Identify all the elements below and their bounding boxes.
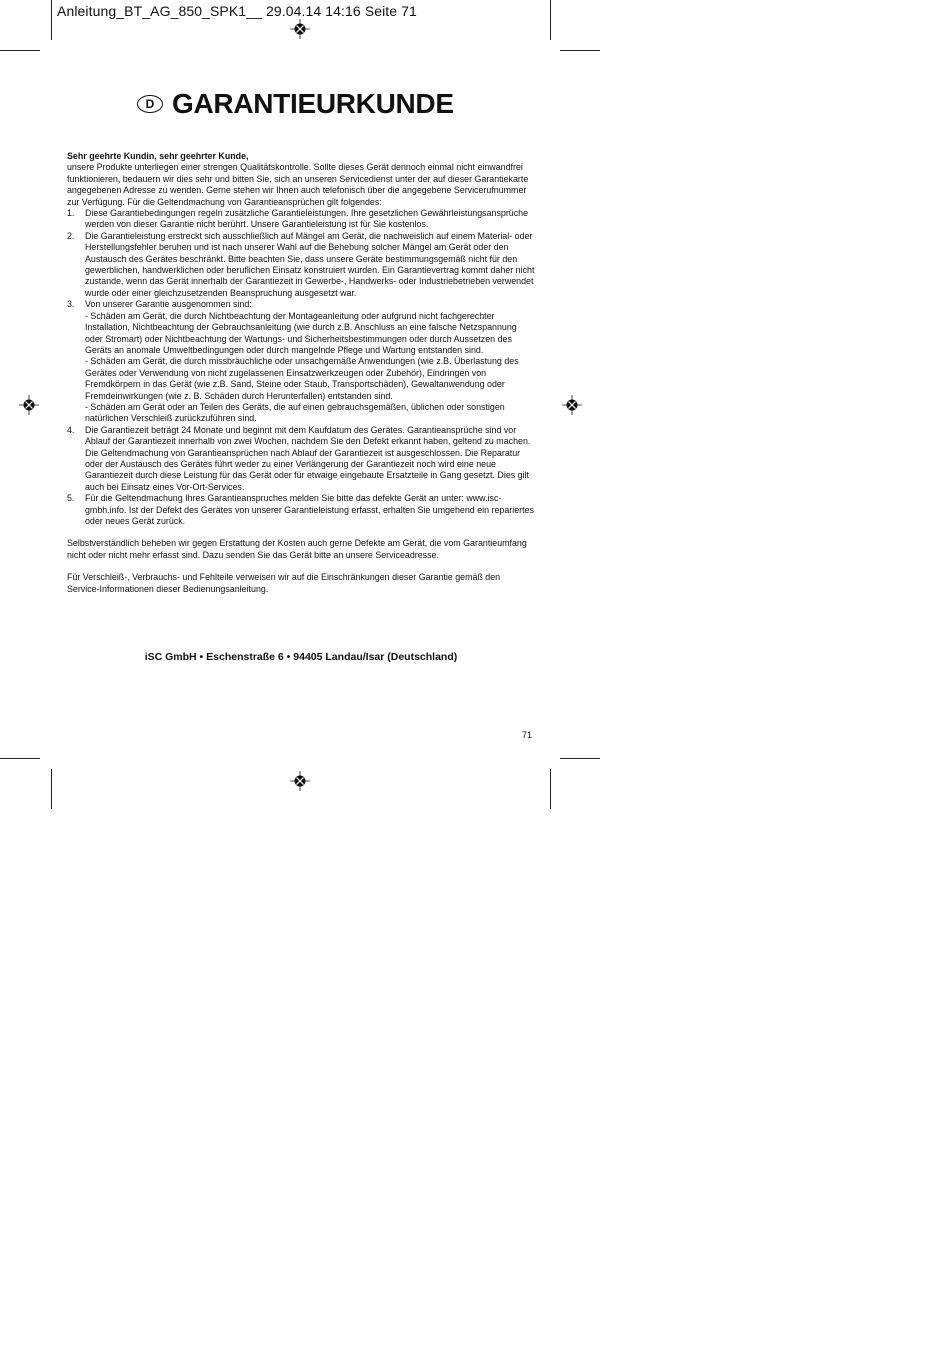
page-number: 71 xyxy=(522,730,533,740)
crop-mark xyxy=(0,50,40,51)
document-body xyxy=(67,151,535,595)
list-number: 5. xyxy=(67,493,75,504)
list-item-text: Die Garantiezeit beträgt 24 Monate und beginnt mit dem Kaufdatum des Gerätes. Garantieansprüche sind vor Ablauf der Garantiezeit innerhalb von zwei Wochen, nachdem Sie den Defekt erkannt haben, geltend zu machen. Die Geltendmachung von Garantieansprüchen nach Ablauf der Garantiezeit ist ausgeschlossen. Die Reparatur oder der Austausch des Gerätes führt weder zu einer Verlängerung der Garantiezeit noch wird eine neue Garantiezeit durch diese Leistung für das Gerät oder für etwaige eingebaute Ersatzteile in Gang gesetzt. Dies gilt auch bei Einsatz eines Vor-Ort-Services. xyxy=(85,424,531,492)
crop-mark xyxy=(51,0,52,40)
list-number: 3. xyxy=(67,299,75,310)
list-number: 1. xyxy=(67,208,75,219)
greeting: Sehr geehrte Kundin, sehr geehrter Kunde, xyxy=(67,151,249,161)
print-slug: Anleitung_BT_AG_850_SPK1__ 29.04.14 14:16 Seite 71 xyxy=(57,3,417,19)
registration-mark-icon xyxy=(562,395,582,415)
list-item xyxy=(67,231,535,299)
list-item-text: - Schäden am Gerät, die durch missbräuchliche oder unsachgemäße Anwendungen (wie z.B. Überlastung des Gerätes oder Verwendung von nicht zugelassenen Einsatzwerkzeugen oder Zubehör), Eindringen von Fremdkörpern in das Gerät (wie z.B. Sand, Steine oder Staub, Transportschäden), Gewaltanwendung oder Fremdeinwirkungen (wie z. B. Schäden durch Herunterfallen) entstanden sind. xyxy=(85,356,519,401)
list-item xyxy=(67,299,535,424)
list-item-text: Von unserer Garantie ausgenommen sind: xyxy=(85,299,252,310)
intro-paragraph: unsere Produkte unterliegen einer strengen Qualitätskontrolle. Sollte dieses Gerät dennoch einmal nicht einwandfrei funktionieren, bedauern wir dies sehr und bitten Sie, sich an unseren Servicedienst unter der auf dieser Garantiekarte angegebenen Adresse zu wenden. Gerne stehen wir Ihnen auch telefonisch über die angegebene Servicerufnummer zur Verfügung. Für die Geltendmachung von Garantieansprüchen gilt folgendes: xyxy=(67,162,529,207)
list-item-text: Diese Garantiebedingungen regeln zusätzliche Garantieleistungen. Ihre gesetzlichen Gewährleistungsansprüche werden von dieser Garantie nicht berührt. Unsere Garantieleistung ist für Sie kostenlos. xyxy=(85,208,529,230)
registration-mark-icon xyxy=(290,19,310,39)
paragraph-repairs: Selbstverständlich beheben wir gegen Erstattung der Kosten auch gerne Defekte am Gerät, die vom Garantieumfang nicht oder nicht mehr erfasst sind. Dazu senden Sie das Gerät bitte an unsere Serviceadresse. xyxy=(67,538,527,560)
list-item-text: - Schäden am Gerät oder an Teilen des Geräts, die auf einen gebrauchsgemäßen, üblichen oder sonstigen natürlichen Verschleiß zurückzuführen sind. xyxy=(85,401,505,424)
list-item-text: Die Garantieleistung erstreckt sich ausschließlich auf Mängel am Gerät, die nachweislich auf einem Material- oder Herstellungsfehler beruhen und ist nach unserer Wahl auf die Behebung solcher Mängel am Gerät oder den Austausch des Gerätes beschränkt. Bitte beachten Sie, dass unsere Geräte bestimmungsgemäß nicht für den gewerblichen, handwerklichen oder beruflichen Einsatz konstruiert wurden. Ein Garantievertrag kommt daher nicht zustande, wenn das Gerät innerhalb der Garantiezeit in Gewerbe-, Handwerks- oder Industriebetrieben verwendet wurde oder einer gleichzusetzenden Beanspruchung ausgesetzt war. xyxy=(85,230,535,298)
list-item-text: - Schäden am Gerät, die durch Nichtbeachtung der Montageanleitung oder aufgrund nicht fachgerechter Installation, Nichtbeachtung der Gebrauchsanleitung (wie durch z.B. Anschluss an eine falsche Netzspannung oder Stromart) oder Nichtbeachtung der Wartungs- und Sicherheitsbestimmungen oder durch Aussetzen des Geräts an anomale Umweltbedingungen oder durch mangelnde Pflege und Wartung entstanden sind. xyxy=(85,310,517,355)
paragraph-wear-parts: Für Verschleiß-, Verbrauchs- und Fehlteile verweisen wir auf die Einschränkungen dieser Garantie gemäß den Service-Informationen dieser Bedienungsanleitung. xyxy=(67,572,501,594)
crop-mark xyxy=(550,0,551,40)
crop-mark xyxy=(560,758,600,759)
list-item xyxy=(67,425,535,493)
crop-mark xyxy=(560,50,600,51)
list-number: 4. xyxy=(67,424,75,435)
list-number: 2. xyxy=(67,230,75,241)
crop-mark xyxy=(0,758,40,759)
crop-mark xyxy=(51,769,52,809)
list-item-text: Für die Geltendmachung Ihres Garantieanspruches melden Sie bitte das defekte Gerät an unter: www.isc-gmbh.info. Ist der Defekt des Gerätes von unserer Garantieleistung erfasst, erhalten Sie umgehend ein repariertes oder neues Gerät zurück. xyxy=(85,493,534,526)
list-item xyxy=(67,208,535,231)
list-item xyxy=(67,493,535,527)
company-address: iSC GmbH • Eschenstraße 6 • 94405 Landau/Isar (Deutschland) xyxy=(144,651,458,663)
crop-mark xyxy=(550,769,551,809)
registration-mark-icon xyxy=(290,771,310,791)
page-title: GARANTIEURKUNDE xyxy=(172,88,454,119)
language-badge: D xyxy=(137,95,163,113)
registration-mark-icon xyxy=(19,395,39,415)
page-header xyxy=(137,88,454,120)
